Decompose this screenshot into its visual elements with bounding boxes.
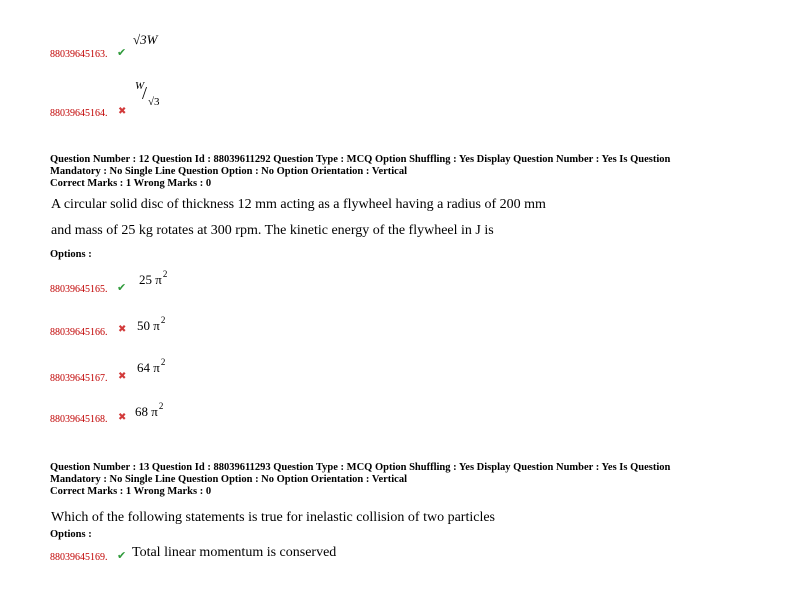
option-value: 25 $\pi^2$ (139, 269, 168, 287)
options-label: Options : (50, 529, 92, 540)
question-text: A circular solid disc of thickness 12 mm acting as a flywheel having a radius of 200 mm (51, 197, 546, 212)
option-value: 50 $\pi^2$ (137, 315, 166, 333)
question-header-line: Mandatory : No Single Line Question Option : No Option Orientation : Vertical (50, 474, 408, 485)
option-value: 64 $\pi^2$ (137, 357, 166, 375)
question-text: Which of the following statements is true for inelastic collision of two particles (51, 510, 496, 525)
option-id: 88039645164. (50, 108, 108, 119)
option-text: Total linear momentum is conserved (132, 545, 337, 560)
fraction-slash: / (142, 83, 148, 103)
question-marks: Correct Marks : 1 Wrong Marks : 0 (50, 486, 212, 497)
option-id: 88039645163. (50, 49, 108, 60)
option-id: 88039645167. (50, 373, 108, 384)
cross-icon: ✖ (118, 371, 127, 382)
option-value: √3W (133, 32, 158, 47)
options-label: Options : (50, 249, 92, 260)
cross-icon: ✖ (118, 106, 127, 117)
fraction-denominator: √3 (148, 96, 160, 108)
question-header-line: Question Number : 12 Question Id : 88039611292 Question Type : MCQ Option Shuffling : Yes Display Question Number : Yes Is Question (50, 154, 671, 165)
question-text: and mass of 25 kg rotates at 300 rpm. The kinetic energy of the flywheel in J is (51, 223, 494, 238)
fraction-numerator: W (135, 80, 145, 92)
option-id: 88039645165. (50, 284, 108, 295)
option-id: 88039645169. (50, 552, 108, 563)
question-header-line: Question Number : 13 Question Id : 88039611293 Question Type : MCQ Option Shuffling : Yes Display Question Number : Yes Is Question (50, 462, 671, 473)
question-header (50, 462, 670, 498)
question-header (50, 154, 670, 190)
question-header-line: Mandatory : No Single Line Question Option : No Option Orientation : Vertical (50, 166, 408, 177)
cross-icon: ✖ (118, 412, 127, 423)
option-id: 88039645166. (50, 327, 108, 338)
question-marks: Correct Marks : 1 Wrong Marks : 0 (50, 178, 212, 189)
cross-icon: ✖ (118, 324, 127, 335)
check-icon: ✔ (117, 46, 127, 59)
check-icon: ✔ (117, 281, 127, 294)
option-id: 88039645168. (50, 414, 108, 425)
option-value: 68 $\pi^2$ (135, 401, 164, 419)
check-icon: ✔ (117, 549, 127, 562)
